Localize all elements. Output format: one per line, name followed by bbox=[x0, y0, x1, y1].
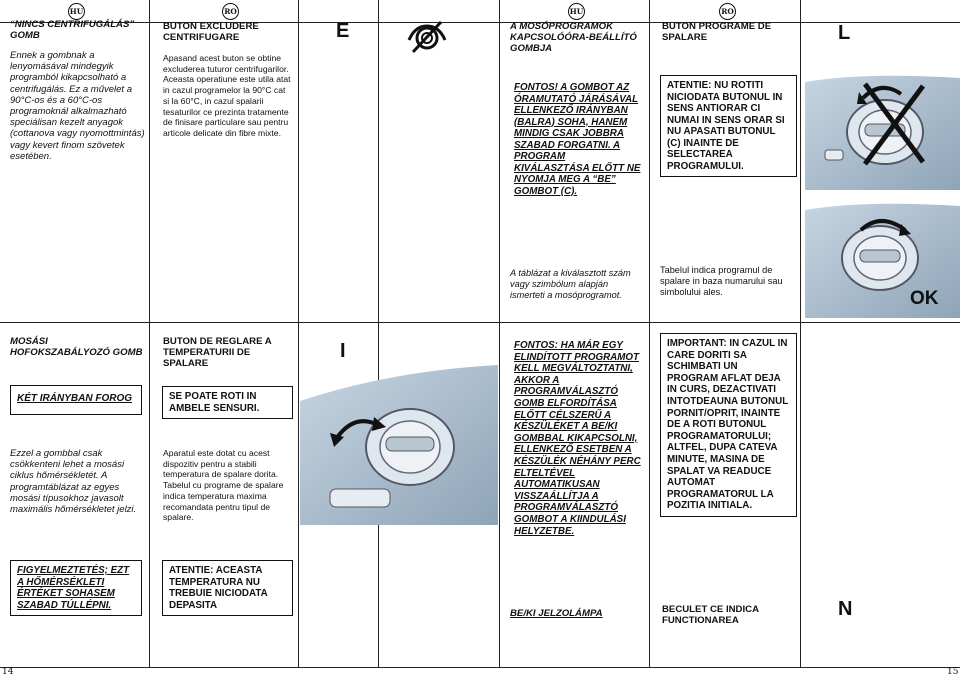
flag-ro-right: RO bbox=[719, 3, 736, 20]
bottom-rule bbox=[0, 667, 960, 668]
section-letter-n: N bbox=[838, 598, 853, 620]
ro-temp-text: Aparatul este dotat cu acest dispozitiv pentru a stabili temperatura de spalare dorita. Tabelul cu programe de spalare indica temperatura maxima recomandata pentru tipul de spalare. bbox=[163, 448, 284, 523]
middle-rule bbox=[0, 322, 960, 323]
flag-hu-left: HU bbox=[68, 3, 85, 20]
ro-program-knob-title: BUTON PROGRAME DE SPALARE bbox=[662, 21, 772, 43]
col-divider bbox=[649, 0, 650, 667]
col-divider bbox=[378, 0, 379, 667]
ro-important-box: IMPORTANT: IN CAZUL IN CARE DORITI SA SCHIMBATI UN PROGRAM AFLAT DEJA IN CURS, DEZACTIVATI INTOTDEAUNA BUTONUL PORNIT/OPRIT, INAINTE DE A ROTI BUTONUL PROGRAMATORULUI; ALTFEL, DUPA CATEVA MINUTE, MASINA DE SPALAT VA READUCE AUTOMAT PROGRAMATORUL LA POZITIA INITIALA. bbox=[660, 333, 797, 517]
hu-temp-box: KÉT IRÁNYBAN FOROG bbox=[10, 385, 142, 415]
section-letter-l: L bbox=[838, 22, 851, 44]
no-spin-icon bbox=[405, 20, 449, 54]
ro-no-spin-title: BUTON EXCLUDERE CENTRIFUGARE bbox=[163, 21, 259, 43]
col-divider bbox=[298, 0, 299, 667]
ro-program-warning: ATENTIE: NU ROTITI NICIODATA BUTONUL IN SENS ANTIORAR CI NUMAI IN SENS ORAR SI NU APASATI BUTONUL (C) INAINTE DE SELECTAREA PROGRAMULUI. bbox=[660, 75, 797, 177]
temp-knob-icon bbox=[300, 365, 498, 525]
ro-table-caption: Tabelul indica programul de spalare in baza numarului sau simbolului ales. bbox=[660, 265, 783, 297]
flag-hu-right: HU bbox=[568, 3, 585, 20]
hu-no-spin-title: “NINCS CENTRIFUGÁLÁS” GOMB bbox=[10, 19, 135, 41]
hu-program-knob-title: A MOSÓPROGRAMOK KAPCSOLÓÓRA-BEÁLLÍTÓ GOMBJA bbox=[510, 21, 637, 54]
hu-temp-warning: FIGYELMEZTETÉS; EZT A HŐMÉRSÉKLETI ÉRTÉKET SOHASEM SZABAD TÚLLÉPNI. bbox=[10, 560, 142, 616]
flag-ro-left: RO bbox=[222, 3, 239, 20]
ro-lamp-label: BECULET CE INDICA FUNCTIONAREA bbox=[662, 604, 759, 626]
hu-important-text: FONTOS: HA MÁR EGY ELINDÍTOTT PROGRAMOT KELL MEGVÁLTOZTATNI, AKKOR A PROGRAMVÁLASZTÓ GOMB ELFORDÍTÁSA ELŐTT CÉLSZERŰ A KÉSZÜLÉKET A BE/KI GOMBBAL KIKAPCSOLNI, ELLENKEZŐ ESETBEN A KÉSZÜLÉK NÉHÁNY PERC ELTELTÉVEL AUTOMATIKUSAN VISSZAÁLLÍTJA A PROGRAMVÁLASZTÓ GOMBOT A KIINDULÁSI HELYZETBE. bbox=[514, 340, 641, 537]
hu-temp-text: Ezzel a gombbal csak csökkenteni lehet a mosási ciklus hőmérsékletét. A programtáblázat az egyes mosási típusokhoz javasolt maximális hőmérsékletet jelzi. bbox=[10, 448, 137, 516]
ro-temp-box: SE POATE ROTI IN AMBELE SENSURI. bbox=[162, 386, 293, 419]
hu-table-caption: A táblázat a kiválasztott szám vagy szimbólum alapján ismerteti a mosóprogramot. bbox=[510, 268, 631, 300]
ro-no-spin-text: Apasand acest buton se obtine excluderea tuturor centrifugarilor. Aceasta operatiune este utila atat in cazul programelor la 90°C cat si la 60°C, in cazul spalarii tesaturilor ce prezinta tratamente de finisare particulare sau pentru articole delicate din fibre mixte. bbox=[163, 53, 291, 138]
page-number-left: 14 bbox=[2, 667, 14, 677]
hu-program-warning: FONTOS! A GOMBOT AZ ÓRAMUTATÓ JÁRÁSÁVAL ELLENKEZŐ IRÁNYBAN (BALRA) SOHA, HANEM MINDIG CSAK JOBBRA SZABAD FORGATNI. A PROGRAM KIVÁLASZTÁSA ELŐTT NE NYOMJA MEG A “BE” GOMBOT (C). bbox=[514, 82, 641, 197]
hu-temp-title: MOSÁSI HOFOKSZABÁLYOZÓ GOMB bbox=[10, 336, 143, 358]
ok-label: OK bbox=[910, 288, 939, 309]
col-divider bbox=[499, 0, 500, 667]
hu-no-spin-text: Ennek a gombnak a lenyomásával mindegyik programból kikapcsolható a centrifugálás. Ez a művelet a 90°C-os és a 60°C-os programoknál alkalmazható speciálisan kezelt anyagok (cottanova vagy nyomottmintás) vagy kevert finom szövetek esetében. bbox=[10, 50, 145, 162]
section-letter-e: E bbox=[336, 20, 350, 42]
section-letter-i: I bbox=[340, 340, 346, 362]
hu-lamp-label: BE/KI JELZOLÁMPA bbox=[510, 608, 603, 619]
ro-temp-warning: ATENTIE: ACEASTA TEMPERATURA NU TREBUIE NICIODATA DEPASITA bbox=[162, 560, 293, 616]
col-divider bbox=[800, 0, 801, 667]
ro-temp-title: BUTON DE REGLARE A TEMPERATURII DE SPALARE bbox=[163, 336, 272, 369]
knob-dial-icon bbox=[805, 72, 960, 190]
page-number-right: 15 bbox=[947, 667, 959, 677]
col-divider bbox=[149, 0, 150, 667]
